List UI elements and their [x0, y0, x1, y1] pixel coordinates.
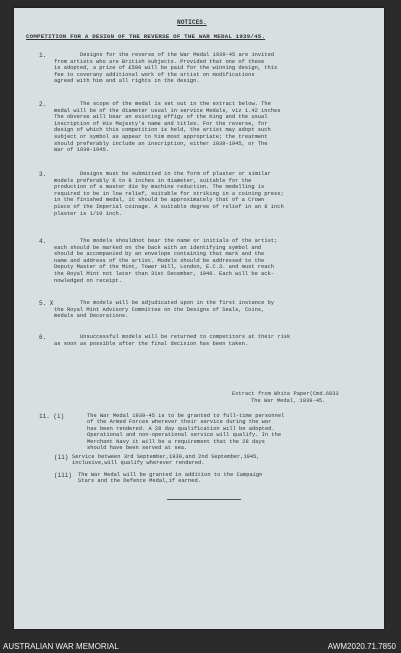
paragraph-number: 2.: [39, 101, 47, 108]
page-title: NOTICES.: [177, 19, 207, 26]
condition-line: Service between 3rd September,1939,and 2nd September,1945,: [72, 454, 260, 460]
condition-line: inclusive,will qualify wherever rendered.: [72, 460, 205, 467]
paragraph-line: Designs for the reverse of the War Medal 1939-45 are invited: [80, 52, 275, 58]
paragraph-line: War of 1939-1945.: [54, 147, 109, 154]
paragraph: [54, 334, 376, 347]
paragraph-line: from artists who are British subjects. Provided that one of these: [54, 58, 265, 65]
paragraph-line: should preferably include an inscription, either 1939-1945, or The: [54, 140, 268, 147]
paragraph-line: medal will be of the diameter usual in service Medals, viz 1.42 inches: [54, 107, 281, 114]
paragraph-line: plaster is 1/10 inch.: [54, 210, 122, 217]
paragraph-line: Designs must be submitted in the form of plaster or similar: [80, 171, 271, 177]
paragraph-number: 3.: [39, 171, 47, 178]
paragraph: [54, 238, 376, 284]
condition-line: The War Medal 1939-45 is to be granted to full-time personnel: [87, 413, 285, 419]
paragraph-line: should be accompanied by an envelope containing that mark and the: [54, 251, 265, 258]
paragraph-line: The obverse will bear an existing effigy of the King and the usual: [54, 114, 268, 121]
paragraph-line: in the finished medal, it should be approximately that of a Crown: [54, 197, 265, 204]
condition-line: Stars and the Defence Medal,if earned.: [78, 478, 201, 485]
condition-line: has been rendered. A 28 day qualification will be adopted.: [87, 425, 275, 432]
paragraph-line: subject or symbol as appear to him most appropriate; the treatment: [54, 133, 268, 140]
paragraph-line: inscription of His Majesty's name and titles. For the reverse, for: [54, 120, 268, 127]
paragraph: [54, 101, 376, 154]
condition-line: Operational and non-operational service will qualify. In the: [87, 432, 282, 439]
paragraph-line: each should be marked on the back with an identifying symbol and: [54, 244, 262, 251]
condition-text: [87, 413, 376, 451]
paragraph-line: medals and Decorations.: [54, 313, 129, 320]
paragraph-line: The models will be adjudicated upon in the first instance by: [80, 300, 275, 306]
footer-institution: AUSTRALIAN WAR MEMORIAL: [3, 642, 119, 651]
paragraph-line: name and address of the artist. Models should be addressed to the: [54, 257, 265, 264]
paragraph-line: agreed with him and all rights in the design.: [54, 78, 200, 85]
paragraph: [54, 171, 376, 217]
paragraph-line: design of which this competition is held, the artist may adopt such: [54, 127, 271, 134]
condition-line: should have been served at sea.: [87, 445, 188, 452]
paragraph-line: models preferably 6 to 8 inches in diameter, suitable for the: [54, 177, 252, 184]
condition-number: (iii): [54, 472, 73, 479]
paragraph: [54, 300, 376, 320]
paragraph-line: piece of the Imperial coinage. A suitable degree of relief in an 8 inch: [54, 203, 284, 210]
paragraph-line: required to be in low relief, suitable for striking in a coining press;: [54, 190, 284, 197]
paragraph-line: fee to coverany additional work of the artist on modifications: [54, 71, 255, 78]
condition-number: 11. (i): [39, 413, 65, 420]
paragraph-line: nowledged on receipt.: [54, 277, 122, 284]
paragraph-line: The scope of the medal is set out in the extract below. The: [80, 101, 271, 107]
condition-line: of the Armed Forces wherever their service during the war: [87, 419, 272, 426]
condition-line: The War Medal will be granted in addition to the Campaign: [78, 472, 263, 478]
footer-bar: [0, 640, 401, 653]
paragraph: [54, 52, 376, 85]
closing-rule: [167, 499, 241, 500]
paragraph-number: 1.: [39, 52, 47, 59]
paragraph-number: 4.: [39, 238, 47, 245]
paragraph-line: Deputy Master of the Mint, Tower Hill, London, E.C.3. and must reach: [54, 264, 274, 271]
condition-number: (ii): [54, 454, 69, 461]
footer-accession-number: AWM2020.71.7850: [327, 642, 396, 651]
extract-title: The War Medal, 1939-45.: [251, 398, 326, 404]
paragraph-line: the Royal Mint Advisory Committee on the Designs of Seals, Coins,: [54, 306, 265, 313]
document-page: [14, 8, 384, 629]
paragraph-line: Unsuccessful models will be returned to competitors at their risk: [80, 334, 291, 340]
competition-heading: COMPETITION FOR A DESIGN OF THE REVERSE OF THE WAR MEDAL 1939/45.: [26, 33, 266, 40]
paragraph-line: production of a master die by machine reduction. The modelling is: [54, 184, 265, 191]
paragraph-number: 5. X: [39, 300, 54, 307]
paragraph-line: the Royal Mint not later than 31st December, 1946. Each will be ack-: [54, 270, 274, 277]
extract-source: Extract from White Paper(Cmd.6833: [232, 391, 339, 397]
condition-line: Merchant Navy it will be a requirement that the 28 days: [87, 438, 265, 445]
paragraph-line: is adopted, a prize of £500 will be paid for the winning design, this: [54, 65, 278, 72]
condition-text: [78, 472, 376, 485]
paragraph-number: 6.: [39, 334, 47, 341]
paragraph-line: The models shouldnot bear the name or initials of the artist;: [80, 238, 278, 244]
condition-text: [72, 454, 376, 467]
paragraph-line: as soon as possible after the final decision has been taken.: [54, 340, 249, 347]
